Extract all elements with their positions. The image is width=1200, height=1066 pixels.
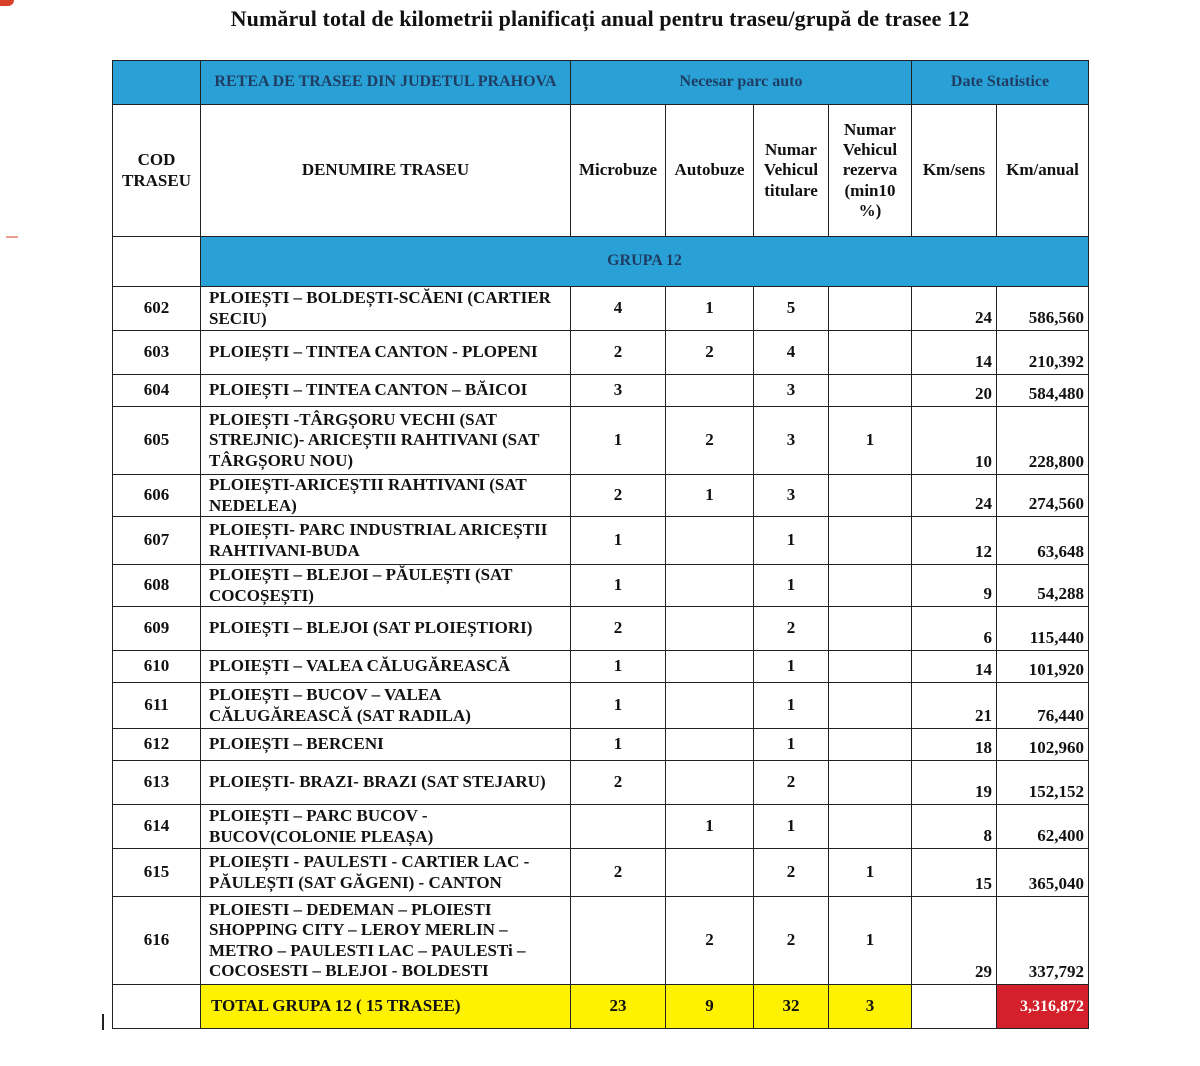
- route-code: 611: [113, 683, 201, 729]
- table-row: [113, 683, 1089, 729]
- route-autobuze: [666, 849, 754, 897]
- header-band-row: [113, 61, 1089, 105]
- route-rezerva: [829, 651, 912, 683]
- table-row: [113, 761, 1089, 805]
- routes-table: [112, 60, 1089, 1029]
- total-autobuze: 9: [666, 985, 754, 1029]
- route-microbuze: 1: [571, 517, 666, 565]
- route-rezerva: [829, 607, 912, 651]
- group-row: [113, 237, 1089, 287]
- route-kmanual: 76,440: [997, 683, 1089, 729]
- route-autobuze: [666, 683, 754, 729]
- route-autobuze: [666, 565, 754, 607]
- route-autobuze: [666, 651, 754, 683]
- route-titulare: 1: [754, 805, 829, 849]
- route-microbuze: 1: [571, 407, 666, 475]
- route-code: 607: [113, 517, 201, 565]
- route-code: 610: [113, 651, 201, 683]
- route-kmanual: 102,960: [997, 729, 1089, 761]
- route-code: 613: [113, 761, 201, 805]
- route-name: PLOIEȘTI – VALEA CĂLUGĂREASCĂ: [201, 651, 571, 683]
- route-rezerva: [829, 729, 912, 761]
- header-fleet: Necesar parc auto: [571, 61, 912, 105]
- route-microbuze: 2: [571, 331, 666, 375]
- route-kmanual: 152,152: [997, 761, 1089, 805]
- route-kmsens: 8: [912, 805, 997, 849]
- route-code: 609: [113, 607, 201, 651]
- route-kmanual: 584,480: [997, 375, 1089, 407]
- route-name: PLOIEȘTI – TINTEA CANTON - PLOPENI: [201, 331, 571, 375]
- route-kmsens: 19: [912, 761, 997, 805]
- route-microbuze: 1: [571, 565, 666, 607]
- table-row: [113, 331, 1089, 375]
- route-autobuze: 2: [666, 897, 754, 985]
- route-rezerva: [829, 761, 912, 805]
- route-code: 614: [113, 805, 201, 849]
- route-kmanual: 54,288: [997, 565, 1089, 607]
- col-header-microbuze: Microbuze: [571, 105, 666, 237]
- route-kmsens: 14: [912, 651, 997, 683]
- route-rezerva: [829, 805, 912, 849]
- route-kmsens: 12: [912, 517, 997, 565]
- route-rezerva: [829, 683, 912, 729]
- route-rezerva: 1: [829, 407, 912, 475]
- route-name: PLOIEȘTI- BRAZI- BRAZI (SAT STEJARU): [201, 761, 571, 805]
- route-name: PLOIEȘTI – BUCOV – VALEA CĂLUGĂREASCĂ (SAT RADILA): [201, 683, 571, 729]
- route-name: PLOIEȘTI – BLEJOI (SAT PLOIEȘTIORI): [201, 607, 571, 651]
- table-row: [113, 375, 1089, 407]
- route-kmsens: 24: [912, 475, 997, 517]
- route-kmanual: 365,040: [997, 849, 1089, 897]
- route-code: 606: [113, 475, 201, 517]
- col-header-cod: COD TRASEU: [113, 105, 201, 237]
- route-titulare: 1: [754, 683, 829, 729]
- route-autobuze: 2: [666, 407, 754, 475]
- header-stats: Date Statistice: [912, 61, 1089, 105]
- route-kmsens: 20: [912, 375, 997, 407]
- col-header-kmanual: Km/anual: [997, 105, 1089, 237]
- route-titulare: 3: [754, 375, 829, 407]
- route-titulare: 3: [754, 475, 829, 517]
- group-label: GRUPA 12: [201, 237, 1089, 287]
- page-title: Numărul total de kilometrii planificați anual pentru traseu/grupă de trasee 12: [230, 6, 970, 31]
- route-kmsens: 15: [912, 849, 997, 897]
- route-autobuze: [666, 517, 754, 565]
- total-titulare: 32: [754, 985, 829, 1029]
- route-autobuze: 1: [666, 287, 754, 331]
- route-code: 605: [113, 407, 201, 475]
- route-rezerva: [829, 475, 912, 517]
- route-kmsens: 18: [912, 729, 997, 761]
- margin-mark: [6, 236, 18, 238]
- total-rezerva: 3: [829, 985, 912, 1029]
- route-microbuze: 2: [571, 607, 666, 651]
- route-titulare: 4: [754, 331, 829, 375]
- route-name: PLOIEȘTI-ARICEȘTII RAHTIVANI (SAT NEDELEA): [201, 475, 571, 517]
- route-autobuze: 1: [666, 475, 754, 517]
- header-network: RETEA DE TRASEE DIN JUDETUL PRAHOVA: [201, 61, 571, 105]
- header-blank-cell: [113, 61, 201, 105]
- route-autobuze: [666, 375, 754, 407]
- table-row: [113, 517, 1089, 565]
- total-label: TOTAL GRUPA 12 ( 15 TRASEE): [201, 985, 571, 1029]
- route-kmsens: 24: [912, 287, 997, 331]
- route-kmanual: 115,440: [997, 607, 1089, 651]
- margin-tick: [102, 1014, 104, 1030]
- col-header-titulare: Numar Vehicul titulare: [754, 105, 829, 237]
- route-rezerva: [829, 287, 912, 331]
- route-code: 616: [113, 897, 201, 985]
- route-code: 615: [113, 849, 201, 897]
- route-kmsens: 6: [912, 607, 997, 651]
- table-row: [113, 849, 1089, 897]
- route-kmanual: 274,560: [997, 475, 1089, 517]
- route-name: PLOIEȘTI - PAULESTI - CARTIER LAC - PĂULEȘTI (SAT GĂGENI) - CANTON: [201, 849, 571, 897]
- table-row: [113, 287, 1089, 331]
- route-kmanual: 62,400: [997, 805, 1089, 849]
- route-name: PLOIESTI – DEDEMAN – PLOIESTI SHOPPING CITY – LEROY MERLIN – METRO – PAULESTI LAC – PAULESTi – COCOSESTI – BLEJOI - BOLDESTI: [201, 897, 571, 985]
- route-name: PLOIEȘTI – BOLDEȘTI-SCĂENI (CARTIER SECIU): [201, 287, 571, 331]
- route-autobuze: 1: [666, 805, 754, 849]
- route-titulare: 5: [754, 287, 829, 331]
- total-blank-cell: [113, 985, 201, 1029]
- route-kmanual: 63,648: [997, 517, 1089, 565]
- route-autobuze: [666, 607, 754, 651]
- total-kmsens: [912, 985, 997, 1029]
- route-code: 604: [113, 375, 201, 407]
- table-row: [113, 651, 1089, 683]
- route-autobuze: [666, 761, 754, 805]
- group-blank-cell: [113, 237, 201, 287]
- route-code: 608: [113, 565, 201, 607]
- route-rows: [113, 287, 1089, 985]
- col-header-denumire: DENUMIRE TRASEU: [201, 105, 571, 237]
- route-rezerva: [829, 517, 912, 565]
- col-header-rezerva: Numar Vehicul rezerva (min10 %): [829, 105, 912, 237]
- col-header-kmsens: Km/sens: [912, 105, 997, 237]
- table-row: [113, 897, 1089, 985]
- route-kmsens: 10: [912, 407, 997, 475]
- route-name: PLOIEȘTI – TINTEA CANTON – BĂICOI: [201, 375, 571, 407]
- col-header-autobuze: Autobuze: [666, 105, 754, 237]
- route-microbuze: [571, 897, 666, 985]
- route-kmanual: 101,920: [997, 651, 1089, 683]
- route-microbuze: 4: [571, 287, 666, 331]
- total-microbuze: 23: [571, 985, 666, 1029]
- route-kmanual: 228,800: [997, 407, 1089, 475]
- route-microbuze: 1: [571, 651, 666, 683]
- route-autobuze: 2: [666, 331, 754, 375]
- table-row: [113, 607, 1089, 651]
- table-row: [113, 729, 1089, 761]
- total-row: [113, 985, 1089, 1029]
- route-titulare: 1: [754, 565, 829, 607]
- route-autobuze: [666, 729, 754, 761]
- route-rezerva: 1: [829, 849, 912, 897]
- route-titulare: 3: [754, 407, 829, 475]
- route-kmsens: 29: [912, 897, 997, 985]
- route-code: 603: [113, 331, 201, 375]
- route-microbuze: [571, 805, 666, 849]
- route-rezerva: 1: [829, 897, 912, 985]
- route-rezerva: [829, 565, 912, 607]
- route-kmsens: 14: [912, 331, 997, 375]
- route-name: PLOIEȘTI -TÂRGȘORU VECHI (SAT STREJNIC)- ARICEȘTII RAHTIVANI (SAT TÂRGȘORU NOU): [201, 407, 571, 475]
- route-kmsens: 9: [912, 565, 997, 607]
- route-kmsens: 21: [912, 683, 997, 729]
- route-microbuze: 2: [571, 849, 666, 897]
- route-name: PLOIEȘTI – BERCENI: [201, 729, 571, 761]
- route-microbuze: 2: [571, 761, 666, 805]
- route-kmanual: 210,392: [997, 331, 1089, 375]
- route-name: PLOIEȘTI- PARC INDUSTRIAL ARICEȘTII RAHTIVANI-BUDA: [201, 517, 571, 565]
- route-code: 612: [113, 729, 201, 761]
- route-titulare: 1: [754, 651, 829, 683]
- table-row: [113, 805, 1089, 849]
- table-row: [113, 475, 1089, 517]
- route-titulare: 2: [754, 607, 829, 651]
- route-kmanual: 586,560: [997, 287, 1089, 331]
- column-header-row: [113, 105, 1089, 237]
- route-microbuze: 2: [571, 475, 666, 517]
- route-titulare: 1: [754, 729, 829, 761]
- route-code: 602: [113, 287, 201, 331]
- route-name: PLOIEȘTI – PARC BUCOV - BUCOV(COLONIE PLEAȘA): [201, 805, 571, 849]
- route-microbuze: 1: [571, 729, 666, 761]
- route-kmanual: 337,792: [997, 897, 1089, 985]
- table-row: [113, 565, 1089, 607]
- total-kmanual: 3,316,872: [997, 985, 1089, 1029]
- route-rezerva: [829, 331, 912, 375]
- route-titulare: 2: [754, 897, 829, 985]
- table-row: [113, 407, 1089, 475]
- route-titulare: 2: [754, 761, 829, 805]
- route-microbuze: 3: [571, 375, 666, 407]
- route-microbuze: 1: [571, 683, 666, 729]
- route-titulare: 2: [754, 849, 829, 897]
- route-name: PLOIEȘTI – BLEJOI – PĂULEȘTI (SAT COCOȘEȘTI): [201, 565, 571, 607]
- route-titulare: 1: [754, 517, 829, 565]
- route-rezerva: [829, 375, 912, 407]
